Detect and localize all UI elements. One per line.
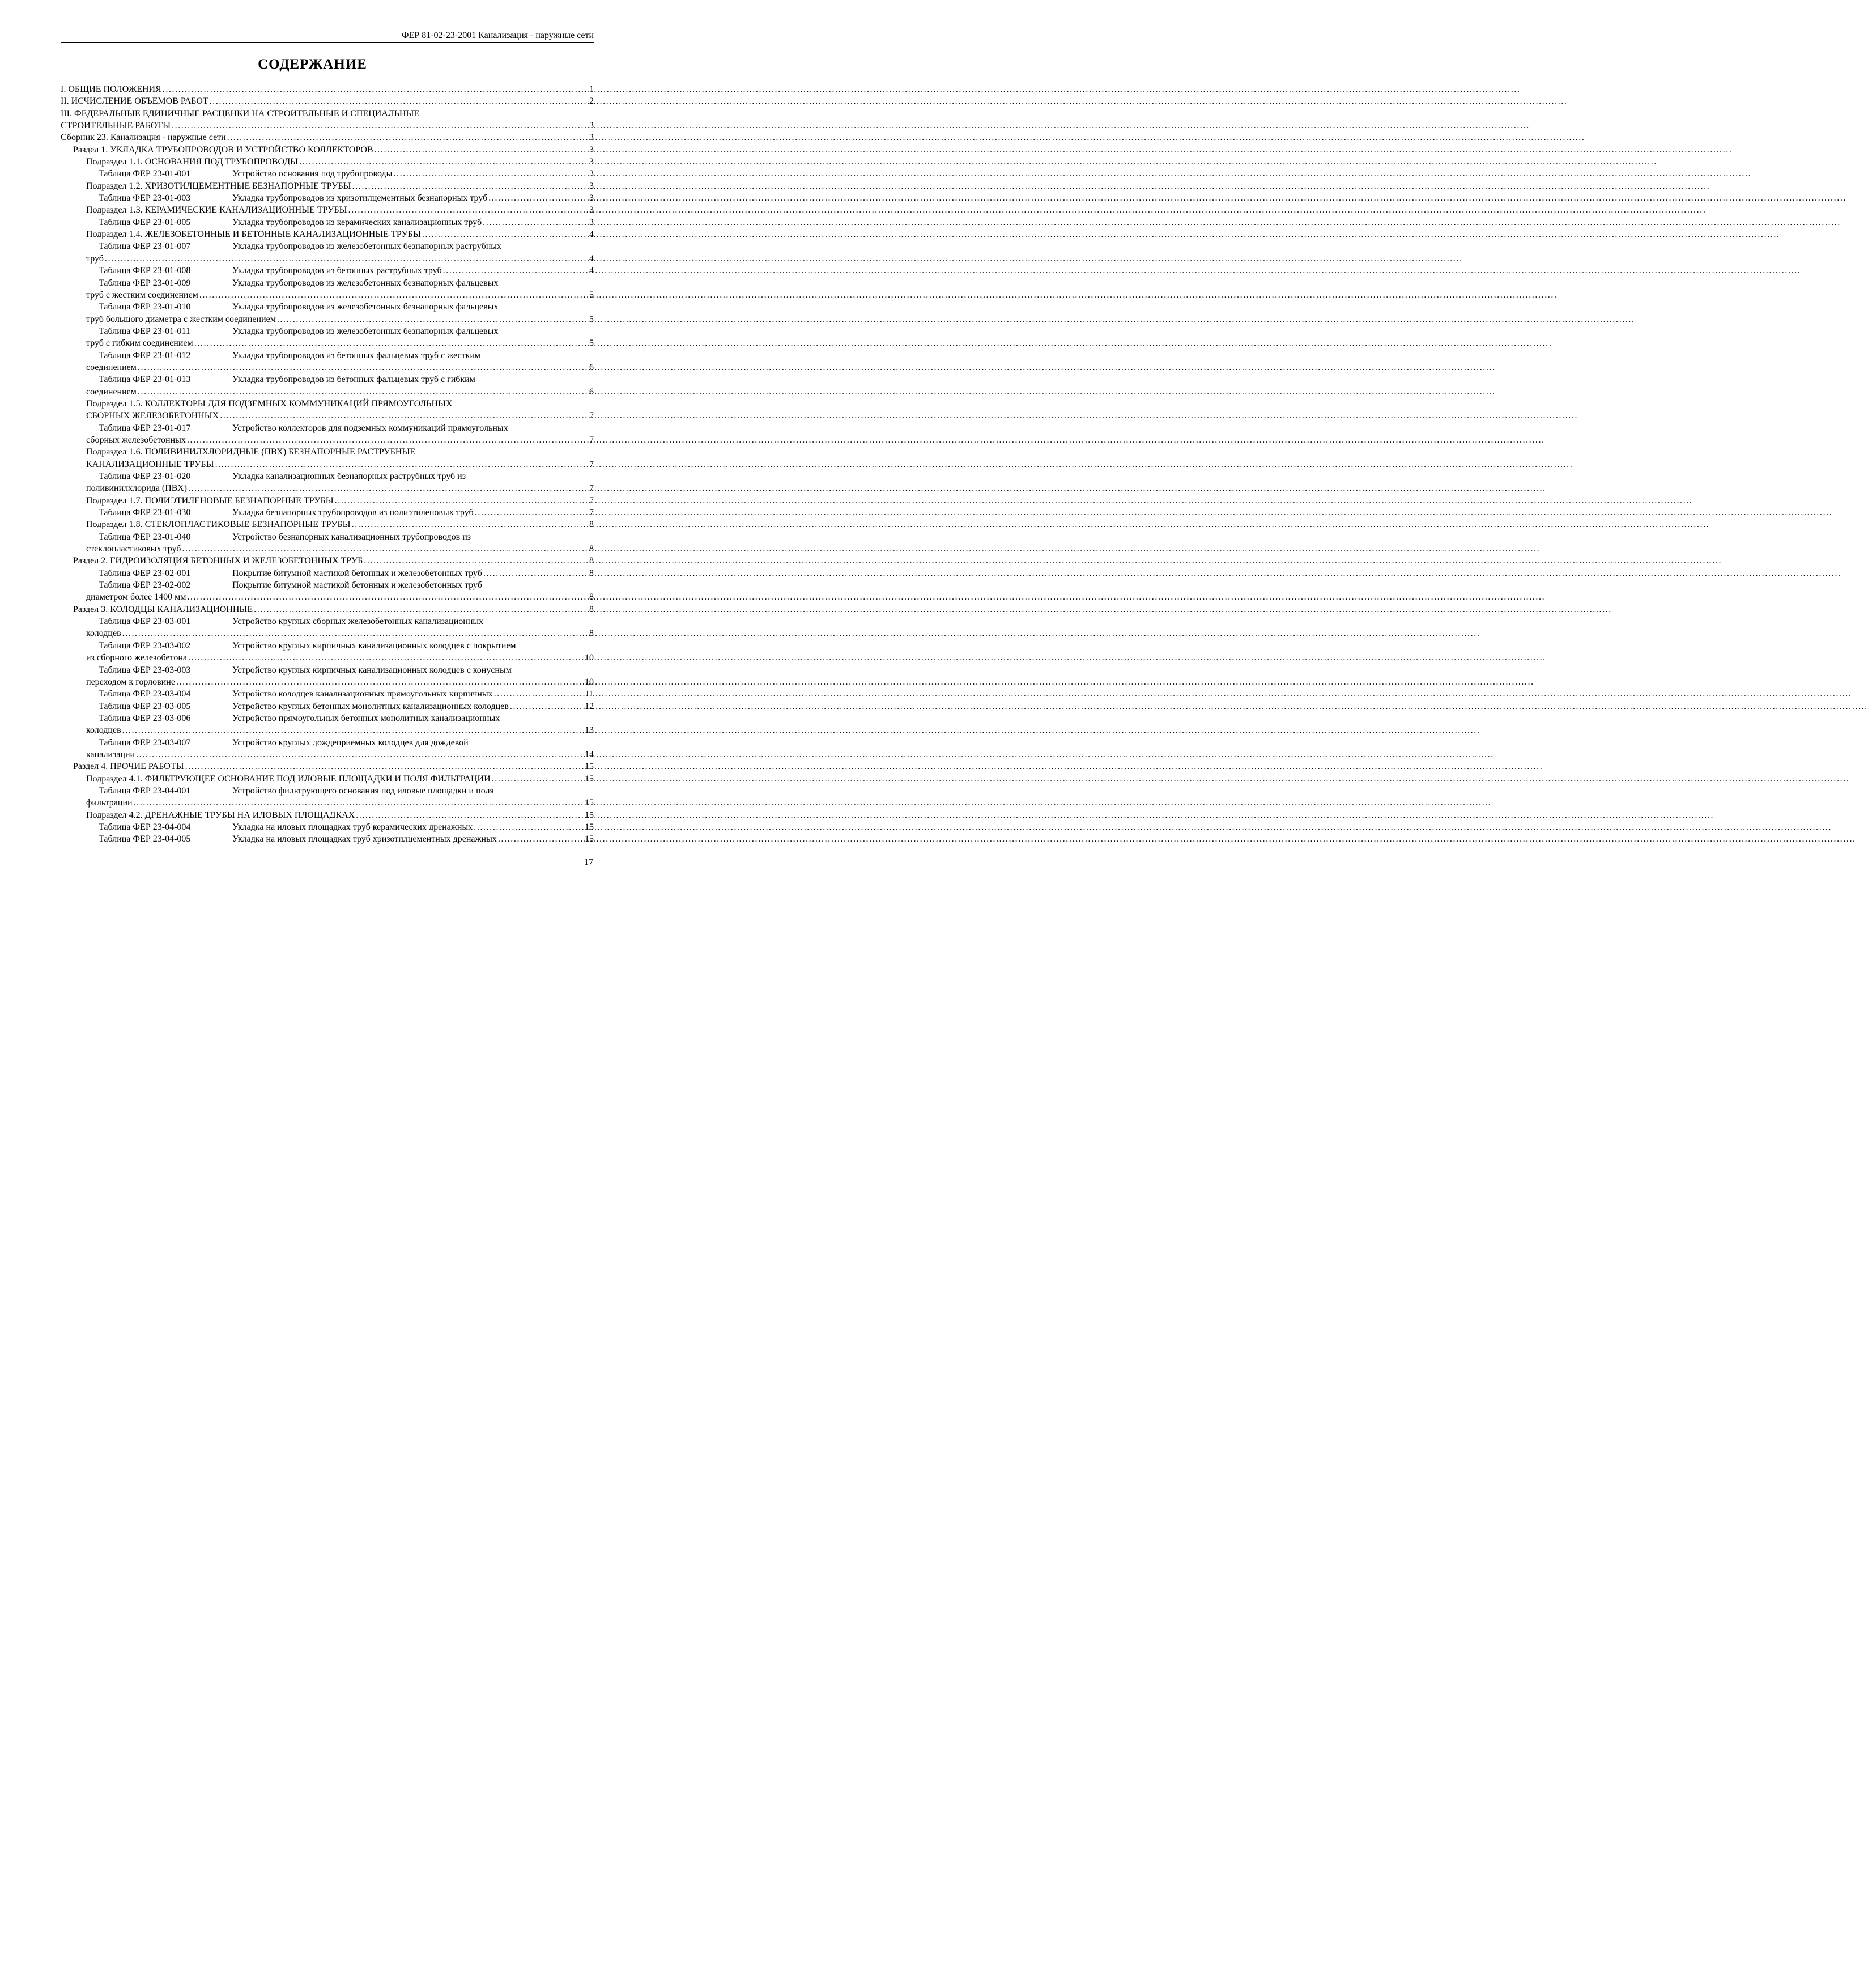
toc-entry-text: I. ОБЩИЕ ПОЛОЖЕНИЯ (61, 84, 161, 94)
toc-table-code: Таблица ФЕР 23-03-007 (99, 737, 191, 747)
toc-entry[interactable] (61, 470, 594, 495)
toc-entry-text: Устройство коллекторов для подземных коммуникаций прямоугольных (232, 423, 508, 433)
toc-entry-text: Подраздел 4.2. ДРЕНАЖНЫЕ ТРУБЫ НА ИЛОВЫХ ПЛОЩАДКАХ (86, 810, 355, 820)
toc-entry[interactable] (61, 773, 594, 785)
toc-entry-line (61, 144, 594, 156)
toc-page-number: 3 (589, 181, 594, 191)
toc-leader-dots (393, 168, 588, 180)
toc-leader-dots (474, 821, 584, 833)
toc-page-number: 11 (585, 689, 594, 699)
toc-entry-text: Укладка трубопроводов из железобетонных безнапорных фальцевых (232, 278, 499, 288)
toc-page-number: 1 (589, 84, 594, 94)
toc-entry-text: Покрытие битумной мастикой бетонных и железобетонных труб (232, 568, 482, 578)
toc-page-number: 15 (585, 834, 594, 844)
toc-entry-line (61, 737, 594, 749)
toc-entry-line (61, 519, 594, 530)
toc-entry[interactable] (61, 761, 594, 772)
toc-page-number: 8 (589, 520, 594, 530)
toc-leader-dots (443, 265, 588, 277)
toc-page-number: 3 (589, 133, 594, 143)
toc-entry[interactable] (61, 664, 594, 689)
toc-entry-text: Укладка трубопроводов из бетонных фальцевых труб с жестким (232, 350, 481, 360)
toc-table-code: Таблица ФЕР 23-01-003 (99, 193, 191, 203)
toc-entry[interactable] (61, 228, 594, 240)
toc-entry-line (61, 470, 594, 482)
toc-leader-dots (185, 761, 584, 772)
toc-entry-text: СТРОИТЕЛЬНЫЕ РАБОТЫ (61, 121, 171, 131)
toc-entry[interactable] (61, 325, 594, 350)
toc-table-code: Таблица ФЕР 23-03-003 (99, 665, 191, 675)
toc-table-code: Таблица ФЕР 23-01-013 (99, 375, 191, 385)
toc-entry-text: Подраздел 1.1. ОСНОВАНИЯ ПОД ТРУБОПРОВОДЫ (86, 157, 299, 167)
toc-entry[interactable] (61, 446, 594, 470)
toc-page-number: 5 (589, 290, 594, 300)
toc-entry-line (61, 289, 594, 301)
toc-leader-dots (163, 83, 588, 95)
toc-entry-line (61, 277, 594, 289)
toc-entry-line (61, 95, 594, 107)
toc-entry-text: Устройство прямоугольных бетонных монолитных канализационных (232, 713, 500, 723)
toc-leader-dots (210, 95, 588, 107)
toc-entry-text: Устройство круглых сборных железобетонных канализационных (232, 617, 484, 627)
toc-page-number: 7 (589, 508, 594, 518)
toc-page-number: 8 (589, 592, 594, 602)
toc-entry-text: канализации (86, 749, 135, 759)
toc-page-number: 13 (585, 725, 594, 736)
toc-page-number: 7 (589, 483, 594, 494)
toc-entry-line (61, 180, 594, 192)
toc-entry-text: Сборник 23. Канализация - наружные сети (61, 133, 226, 143)
toc-page-number: 7 (589, 411, 594, 421)
toc-leader-dots (194, 337, 588, 349)
toc-entry[interactable] (61, 131, 594, 143)
toc-entry-text: Устройство безнапорных канализационных трубопроводов из (232, 532, 471, 542)
toc-page-number: 15 (585, 762, 594, 772)
toc-page-number: 4 (589, 253, 594, 264)
toc-entry-text: переходом к горловине (86, 677, 175, 687)
toc-leader-dots (277, 313, 588, 325)
toc-page-number: 7 (589, 459, 594, 469)
toc-leader-dots (172, 120, 588, 131)
toc-entry-line (61, 108, 594, 120)
toc-entry-text: Подраздел 1.7. ПОЛИЭТИЛЕНОВЫЕ БЕЗНАПОРНЫЕ ТРУБЫ (86, 495, 334, 506)
toc-entry-text: Устройство фильтрующего основания под иловые площадки и поля (232, 785, 494, 796)
toc-leader-dots (483, 216, 588, 228)
toc-leader-dots (138, 362, 588, 373)
toc-leader-dots (356, 809, 584, 821)
toc-entry-line (61, 301, 594, 313)
toc-entry-line (61, 373, 594, 385)
toc-entry[interactable] (61, 144, 594, 156)
toc-entry-line (61, 567, 594, 579)
toc-entry-text: Устройство колодцев канализационных прямоугольных кирпичных (232, 689, 493, 699)
toc-entry-line (61, 724, 594, 736)
toc-entry-text: Устройство круглых бетонных монолитных канализационных колодцев (232, 701, 509, 711)
page-number: 17 (584, 857, 593, 867)
toc-leader-dots (335, 495, 588, 507)
toc-page-number: 6 (589, 386, 594, 397)
toc-table-code: Таблица ФЕР 23-01-020 (99, 471, 191, 481)
toc-entry[interactable] (61, 265, 594, 277)
toc-entry-text: соединением (86, 386, 137, 397)
toc-table-code: Таблица ФЕР 23-04-005 (99, 834, 191, 844)
toc-entry-line (61, 785, 594, 797)
toc-page-number: 4 (589, 266, 594, 276)
toc-entry-line (61, 664, 594, 676)
toc-leader-dots (475, 507, 588, 519)
toc-table-code: Таблица ФЕР 23-03-001 (99, 617, 191, 627)
toc-entry-text: Раздел 1. УКЛАДКА ТРУБОПРОВОДОВ И УСТРОЙСТВО КОЛЛЕКТОРОВ (73, 145, 373, 155)
toc-leader-dots (510, 700, 584, 712)
toc-page-number: 8 (589, 628, 594, 639)
toc-entry-line (61, 797, 594, 809)
toc-leader-dots (136, 749, 584, 761)
toc-page-number: 15 (585, 798, 594, 808)
toc-entry[interactable] (61, 83, 594, 95)
toc-entry-text: труб с жестким соединением (86, 290, 198, 300)
toc-entry-line (61, 543, 594, 555)
toc-entry[interactable] (61, 785, 594, 809)
toc-entry-line (61, 809, 594, 821)
toc-entry-line (61, 168, 594, 180)
toc-leader-dots (187, 434, 588, 446)
toc-entry[interactable] (61, 350, 594, 374)
toc-table-code: Таблица ФЕР 23-01-001 (99, 169, 191, 179)
toc-leader-dots (138, 386, 588, 398)
toc-entry-line (61, 313, 594, 325)
toc-leader-dots (215, 458, 588, 470)
toc-entry-line (61, 761, 594, 772)
toc-entry-text: Устройство основания под трубопроводы (232, 169, 393, 179)
toc-entry-line (61, 700, 594, 712)
toc-entry-text: Подраздел 4.1. ФИЛЬТРУЮЩЕЕ ОСНОВАНИЕ ПОД ИЛОВЫЕ ПЛОЩАДКИ И ПОЛЯ ФИЛЬТРАЦИИ (86, 774, 491, 784)
toc-table-code: Таблица ФЕР 23-03-004 (99, 689, 191, 699)
toc-entry[interactable] (61, 495, 594, 507)
toc-page-number: 15 (585, 774, 594, 784)
toc-entry-line (61, 833, 594, 845)
toc-leader-dots (299, 156, 588, 168)
toc-leader-dots (182, 543, 588, 555)
toc-page-number: 3 (589, 145, 594, 155)
toc-table-code: Таблица ФЕР 23-01-012 (99, 350, 191, 360)
toc-entry-text: труб (86, 253, 104, 264)
toc-entry-line (61, 120, 594, 131)
table-of-contents (61, 83, 594, 846)
toc-page-number: 3 (589, 205, 594, 215)
page-title: СОДЕРЖАНИЕ (258, 57, 367, 72)
toc-leader-dots (364, 555, 588, 567)
toc-page-number: 8 (589, 544, 594, 554)
toc-entry-text: фильтрации (86, 798, 133, 808)
toc-leader-dots (220, 410, 588, 422)
toc-entry-text: Раздел 3. КОЛОДЦЫ КАНАЛИЗАЦИОННЫЕ (73, 604, 253, 614)
toc-entry-text: Укладка трубопроводов из железобетонных безнапорных фальцевых (232, 326, 499, 336)
toc-entry-text: Раздел 4. ПРОЧИЕ РАБОТЫ (73, 762, 184, 772)
toc-entry-line (61, 531, 594, 543)
toc-entry[interactable] (61, 821, 594, 833)
toc-entry[interactable] (61, 640, 594, 664)
toc-table-code: Таблица ФЕР 23-02-001 (99, 568, 191, 578)
toc-entry-text: Укладка трубопроводов из железобетонных безнапорных фальцевых (232, 302, 499, 312)
toc-page-number: 8 (589, 556, 594, 566)
toc-entry-text: труб с гибким соединением (86, 338, 193, 349)
toc-page-number: 3 (589, 157, 594, 167)
toc-entry-text: II. ИСЧИСЛЕНИЕ ОБЪЕМОВ РАБОТ (61, 96, 208, 107)
toc-entry-text: Укладка трубопроводов из бетонных раструбных труб (232, 266, 442, 276)
toc-entry-text: колодцев (86, 725, 121, 736)
toc-table-code: Таблица ФЕР 23-03-006 (99, 713, 191, 723)
toc-entry-line (61, 131, 594, 143)
toc-entry-line (61, 337, 594, 349)
toc-leader-dots (227, 131, 588, 143)
toc-entry-line (61, 216, 594, 228)
toc-entry-text: СБОРНЫХ ЖЕЛЕЗОБЕТОННЫХ (86, 411, 219, 421)
toc-table-code: Таблица ФЕР 23-01-030 (99, 508, 191, 518)
toc-table-code: Таблица ФЕР 23-04-004 (99, 822, 191, 832)
toc-table-code: Таблица ФЕР 23-01-007 (99, 241, 191, 252)
toc-entry[interactable] (61, 156, 594, 168)
toc-leader-dots (488, 192, 588, 204)
toc-leader-dots (492, 773, 584, 785)
toc-entry[interactable] (61, 604, 594, 615)
toc-entry-text: Укладка трубопроводов из хризотилцементных безнапорных труб (232, 193, 488, 203)
toc-entry-text: труб большого диаметра с жестким соединением (86, 314, 276, 324)
toc-page-number: 3 (589, 169, 594, 179)
toc-entry-text: Покрытие битумной мастикой бетонных и железобетонных труб (232, 580, 482, 591)
toc-leader-dots (122, 627, 588, 639)
toc-entry-line (61, 507, 594, 519)
toc-entry-line (61, 240, 594, 252)
toc-entry-line (61, 386, 594, 398)
toc-table-code: Таблица ФЕР 23-01-005 (99, 217, 191, 227)
toc-leader-dots (494, 688, 584, 700)
toc-entry-line (61, 458, 594, 470)
toc-entry[interactable] (61, 168, 594, 180)
toc-entry[interactable] (61, 192, 594, 204)
toc-entry-line (61, 253, 594, 265)
toc-entry-text: Укладка на иловых площадках труб хризотилцементных дренажных (232, 834, 497, 844)
toc-entry[interactable] (61, 204, 594, 216)
toc-entry-text: III. ФЕДЕРАЛЬНЫЕ ЕДИНИЧНЫЕ РАСЦЕНКИ НА СТРОИТЕЛЬНЫЕ И СПЕЦИАЛЬНЫЕ (61, 108, 420, 118)
toc-entry-line (61, 688, 594, 700)
toc-entry-text: диаметром более 1400 мм (86, 592, 186, 602)
toc-entry-line (61, 555, 594, 567)
toc-entry-line (61, 228, 594, 240)
toc-entry-text: колодцев (86, 628, 121, 639)
toc-page-number: 15 (585, 822, 594, 832)
toc-table-code: Таблица ФЕР 23-01-008 (99, 266, 191, 276)
toc-table-code: Таблица ФЕР 23-01-040 (99, 532, 191, 542)
toc-entry[interactable] (61, 216, 594, 228)
toc-entry-line (61, 604, 594, 615)
toc-table-code: Таблица ФЕР 23-01-017 (99, 423, 191, 433)
toc-page-number: 8 (589, 604, 594, 614)
toc-entry-line (61, 192, 594, 204)
toc-table-code: Таблица ФЕР 23-01-010 (99, 302, 191, 312)
toc-leader-dots (188, 482, 588, 494)
toc-entry-line (61, 821, 594, 833)
toc-entry-line (61, 362, 594, 373)
toc-entry-line (61, 446, 594, 458)
toc-table-code: Таблица ФЕР 23-02-002 (99, 580, 191, 591)
toc-entry-text: Укладка безнапорных трубопроводов из полиэтиленовых труб (232, 508, 474, 518)
toc-page-number: 4 (589, 230, 594, 240)
toc-entry[interactable] (61, 579, 594, 604)
toc-entry-line (61, 652, 594, 664)
toc-page-number: 7 (589, 495, 594, 506)
toc-entry-line (61, 676, 594, 688)
toc-entry-text: стеклопластиковых труб (86, 544, 181, 554)
toc-entry-line (61, 773, 594, 785)
toc-table-code: Таблица ФЕР 23-01-011 (99, 326, 190, 336)
toc-leader-dots (105, 253, 588, 265)
toc-entry-line (61, 495, 594, 507)
toc-leader-dots (134, 797, 584, 809)
toc-entry-line (61, 398, 594, 410)
toc-entry-line (61, 156, 594, 168)
toc-leader-dots (352, 180, 588, 192)
toc-entry-text: сборных железобетонных (86, 435, 186, 445)
toc-table-code: Таблица ФЕР 23-03-002 (99, 640, 191, 651)
toc-page-number: 7 (589, 435, 594, 445)
toc-page-number: 3 (589, 193, 594, 203)
toc-page-number: 6 (589, 362, 594, 372)
toc-entry-text: из сборного железобетона (86, 653, 187, 663)
toc-entry-line (61, 325, 594, 337)
toc-entry-line (61, 265, 594, 277)
toc-entry[interactable] (61, 108, 594, 132)
toc-entry-line (61, 350, 594, 362)
toc-page-number: 10 (585, 653, 594, 663)
toc-entry[interactable] (61, 180, 594, 192)
toc-entry[interactable] (61, 615, 594, 640)
toc-page-number: 5 (589, 314, 594, 324)
toc-entry-text: Устройство круглых кирпичных канализационных колодцев с покрытием (232, 640, 516, 651)
toc-entry-line (61, 410, 594, 422)
toc-entry-text: Раздел 2. ГИДРОИЗОЛЯЦИЯ БЕТОННЫХ И ЖЕЛЕЗОБЕТОННЫХ ТРУБ (73, 556, 363, 566)
toc-entry[interactable] (61, 567, 594, 579)
toc-entry-text: Подраздел 1.2. ХРИЗОТИЛЦЕМЕНТНЫЕ БЕЗНАПОРНЫЕ ТРУБЫ (86, 181, 351, 191)
toc-leader-dots (375, 144, 588, 156)
toc-entry-text: Укладка на иловых площадках труб керамических дренажных (232, 822, 473, 832)
toc-entry-line (61, 749, 594, 761)
toc-entry-text: Укладка трубопроводов из бетонных фальцевых труб с гибким (232, 375, 475, 385)
toc-entry-text: Подраздел 1.5. КОЛЛЕКТОРЫ ДЛЯ ПОДЗЕМНЫХ КОММУНИКАЦИЙ ПРЯМОУГОЛЬНЫХ (86, 398, 453, 409)
toc-entry-line (61, 712, 594, 724)
toc-entry-text: Устройство круглых кирпичных канализационных колодцев с конусным (232, 665, 512, 675)
toc-entry-text: Устройство круглых дождеприемных колодцев для дождевой (232, 737, 469, 747)
toc-entry[interactable] (61, 422, 594, 447)
toc-page-number: 5 (589, 338, 594, 349)
toc-entry-text: Подраздел 1.4. ЖЕЛЕЗОБЕТОННЫЕ И БЕТОННЫЕ КАНАЛИЗАЦИОННЫЕ ТРУБЫ (86, 230, 421, 240)
toc-page-number: 12 (585, 701, 594, 711)
toc-entry[interactable] (61, 519, 594, 530)
toc-entry-text: Подраздел 1.8. СТЕКЛОПЛАСТИКОВЫЕ БЕЗНАПОРНЫЕ ТРУБЫ (86, 520, 351, 530)
toc-entry[interactable] (61, 809, 594, 821)
toc-entry[interactable] (61, 373, 594, 398)
toc-entry-line (61, 640, 594, 652)
toc-entry[interactable] (61, 95, 594, 107)
toc-entry-text: Укладка трубопроводов из железобетонных безнапорных раструбных (232, 241, 502, 252)
toc-entry[interactable] (61, 737, 594, 761)
toc-entry[interactable] (61, 833, 594, 845)
toc-leader-dots (352, 519, 588, 530)
toc-entry-line (61, 204, 594, 216)
toc-entry-text: соединением (86, 362, 137, 372)
running-header-text: ФЕР 81-02-23-2001 Канализация - наружные сети (401, 31, 594, 40)
toc-entry-text: КАНАЛИЗАЦИОННЫЕ ТРУБЫ (86, 459, 214, 469)
toc-entry-text: поливинилхлорида (ПВХ) (86, 483, 187, 494)
toc-entry-text: Подраздел 1.3. КЕРАМИЧЕСКИЕ КАНАЛИЗАЦИОННЫЕ ТРУБЫ (86, 205, 347, 215)
toc-entry-line (61, 627, 594, 639)
toc-table-code: Таблица ФЕР 23-04-001 (99, 785, 191, 796)
toc-page-number: 3 (589, 217, 594, 227)
toc-entry-line (61, 83, 594, 95)
toc-leader-dots (176, 676, 584, 688)
toc-entry[interactable] (61, 688, 594, 700)
toc-entry-line (61, 591, 594, 603)
running-header (61, 29, 594, 43)
toc-entry[interactable] (61, 398, 594, 422)
toc-entry[interactable] (61, 555, 594, 567)
toc-entry-line (61, 615, 594, 627)
toc-leader-dots (348, 204, 588, 216)
toc-entry[interactable] (61, 240, 594, 265)
toc-leader-dots (122, 724, 584, 736)
toc-entry-line (61, 482, 594, 494)
toc-page-number: 15 (585, 810, 594, 820)
toc-leader-dots (498, 833, 584, 845)
toc-entry-text: Укладка трубопроводов из керамических канализационных труб (232, 217, 482, 227)
toc-entry-text: Укладка канализационных безнапорных раструбных труб из (232, 471, 466, 481)
toc-entry[interactable] (61, 700, 594, 712)
toc-entry[interactable] (61, 531, 594, 555)
toc-leader-dots (188, 652, 584, 664)
toc-page-number: 10 (585, 677, 594, 687)
toc-leader-dots (187, 591, 588, 603)
toc-table-code: Таблица ФЕР 23-01-009 (99, 278, 191, 288)
toc-page-number: 8 (589, 568, 594, 578)
toc-page-number: 14 (585, 749, 594, 759)
toc-page-number: 2 (589, 96, 594, 107)
toc-entry[interactable] (61, 301, 594, 325)
toc-entry-line (61, 434, 594, 446)
toc-entry[interactable] (61, 277, 594, 301)
toc-entry-text: Подраздел 1.6. ПОЛИВИНИЛХЛОРИДНЫЕ (ПВХ) БЕЗНАПОРНЫЕ РАСТРУБНЫЕ (86, 447, 416, 457)
toc-entry-line (61, 422, 594, 434)
toc-leader-dots (254, 604, 588, 615)
toc-page-number: 3 (589, 121, 594, 131)
toc-leader-dots (483, 567, 588, 579)
toc-entry[interactable] (61, 507, 594, 519)
toc-table-code: Таблица ФЕР 23-03-005 (99, 701, 191, 711)
toc-entry[interactable] (61, 712, 594, 737)
toc-entry-line (61, 579, 594, 591)
toc-leader-dots (422, 228, 588, 240)
toc-leader-dots (199, 289, 588, 301)
